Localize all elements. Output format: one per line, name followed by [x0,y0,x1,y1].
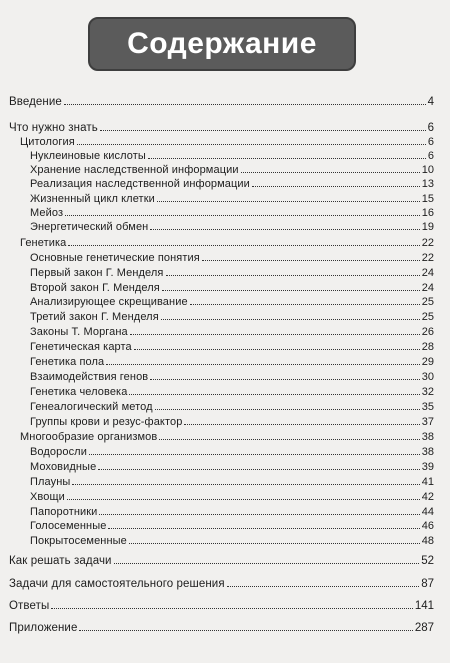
toc-entry-page: 30 [421,371,434,383]
leader-dots [106,355,420,365]
leader-dots [99,505,419,515]
toc-entry[interactable] [30,163,434,176]
toc-entry-label: Жизненный цикл клетки [30,193,155,205]
toc-entry-label: Мейоз [30,207,64,219]
toc-entry[interactable] [9,621,434,634]
toc-entry-label: Многообразие организмов [20,431,158,443]
toc-entry-label: Приложение [9,622,78,634]
leader-dots [184,415,419,425]
toc-entry-page: 28 [421,341,434,353]
leader-dots [148,149,426,159]
toc-entry-label: Анализирующее скрещивание [30,296,188,308]
toc-entry[interactable] [30,385,434,398]
leader-dots [79,621,412,631]
toc-entry[interactable] [20,236,434,249]
toc-entry[interactable] [30,534,434,547]
toc-entry-label: Хранение наследственной информации [30,164,239,176]
leader-dots [51,599,412,609]
toc-entry[interactable] [30,206,434,219]
toc-entry-page: 10 [421,164,434,176]
toc-entry-label: Покрытосеменные [30,535,127,547]
toc-entry-page: 38 [421,446,434,458]
toc-entry[interactable] [30,460,434,473]
leader-dots [67,490,420,500]
toc-entry-label: Законы Т. Моргана [30,326,128,338]
toc-entry[interactable] [30,340,434,353]
leader-dots [65,206,420,216]
toc-entry[interactable] [30,266,434,279]
toc-entry-page: 287 [414,622,434,634]
leader-dots [134,340,420,350]
toc-entry-label: Что нужно знать [9,122,98,134]
toc-entry-label: Плауны [30,476,71,488]
leader-dots [241,163,420,173]
toc-entry[interactable] [30,370,434,383]
toc-entry-page: 15 [421,193,434,205]
toc-entry[interactable] [30,295,434,308]
toc-entry-page: 6 [427,122,434,134]
toc-entry-page: 87 [421,578,434,590]
toc-entry-label: Как решать задачи [9,555,112,567]
toc-entry-label: Генетика пола [30,356,105,368]
toc-entry-page: 32 [421,386,434,398]
leader-dots [162,281,420,291]
toc-entry[interactable] [30,505,434,518]
leader-dots [98,460,419,470]
toc-entry-label: Реализация наследственной информации [30,178,250,190]
leader-dots [157,192,420,202]
toc-entry[interactable] [30,310,434,323]
toc-entry-label: Ответы [9,600,50,612]
toc-entry-page: 6 [427,150,434,162]
toc-entry-page: 22 [421,237,434,249]
toc-entry[interactable] [9,121,434,134]
leader-dots [64,95,426,105]
toc-entry-label: Задачи для самостоятельного решения [9,578,225,590]
toc-entry-label: Взаимодействия генов [30,371,149,383]
leader-dots [130,325,420,335]
leader-dots [68,236,419,246]
toc-entry[interactable] [30,519,434,532]
toc-entry-label: Второй закон Г. Менделя [30,282,160,294]
leader-dots [150,220,419,230]
toc-entry[interactable] [30,490,434,503]
toc-entry-label: Моховидные [30,461,97,473]
toc-entry-label: Основные генетические понятия [30,252,200,264]
toc-entry-label: Третий закон Г. Менделя [30,311,159,323]
toc-entry-page: 6 [427,136,434,148]
toc-entry-page: 26 [421,326,434,338]
leader-dots [72,475,419,485]
toc-entry-label: Группы крови и резус-фактор [30,416,183,428]
toc-entry[interactable] [9,599,434,612]
toc-entry[interactable] [30,149,434,162]
toc-entry[interactable] [9,95,434,108]
toc-entry-page: 44 [421,506,434,518]
toc-entry[interactable] [30,415,434,428]
toc-entry-page: 42 [421,491,434,503]
toc-entry-page: 35 [421,401,434,413]
toc-entry[interactable] [30,281,434,294]
toc-entry-page: 41 [421,476,434,488]
leader-dots [129,385,419,395]
toc-entry[interactable] [30,177,434,190]
toc-entry-page: 52 [421,555,434,567]
toc-entry[interactable] [9,554,434,567]
toc-entry[interactable] [20,430,434,443]
toc-entry-label: Цитология [20,136,75,148]
toc-entry-page: 24 [421,282,434,294]
leader-dots [161,310,420,320]
toc-entry-page: 46 [421,520,434,532]
toc-entry[interactable] [20,135,434,148]
leader-dots [108,519,419,529]
toc-entry-page: 24 [421,267,434,279]
toc-entry-page: 37 [421,416,434,428]
toc-entry[interactable] [30,355,434,368]
toc-entry-page: 48 [421,535,434,547]
leader-dots [150,370,420,380]
toc-entry[interactable] [30,251,434,264]
toc-entry-page: 25 [421,296,434,308]
toc-entry-label: Первый закон Г. Менделя [30,267,164,279]
toc-entry-label: Генетика [20,237,67,249]
leader-dots [100,121,426,131]
page-title: Содержание [127,27,317,60]
toc-entry-page: 22 [421,252,434,264]
toc-entry-label: Генеалогический метод [30,401,153,413]
toc-entry-label: Голосеменные [30,520,107,532]
toc-entry-label: Энергетический обмен [30,221,149,233]
toc-entry[interactable] [30,220,434,233]
leader-dots [227,577,420,587]
toc-entry-page: 25 [421,311,434,323]
toc-entry-page: 4 [427,96,434,108]
toc-entry-page: 39 [421,461,434,473]
toc-entry[interactable] [30,192,434,205]
leader-dots [190,295,420,305]
leader-dots [159,430,419,440]
leader-dots [155,400,420,410]
leader-dots [252,177,420,187]
toc-entry[interactable] [30,325,434,338]
toc-entry-page: 19 [421,221,434,233]
toc-entry[interactable] [30,475,434,488]
toc-entry[interactable] [30,445,434,458]
toc-entry-label: Хвощи [30,491,65,503]
toc-entry-page: 141 [414,600,434,612]
toc-entry-page: 13 [421,178,434,190]
leader-dots [89,445,420,455]
leader-dots [166,266,420,276]
toc-entry-label: Генетическая карта [30,341,132,353]
toc-entry[interactable] [30,400,434,413]
toc-entry-label: Водоросли [30,446,87,458]
leader-dots [77,135,426,145]
toc-entry-label: Папоротники [30,506,98,518]
toc-entry-page: 16 [421,207,434,219]
toc-entry[interactable] [9,577,434,590]
toc-entry-page: 38 [421,431,434,443]
leader-dots [129,534,420,544]
toc-entry-label: Нуклеиновые кислоты [30,150,146,162]
leader-dots [202,251,420,261]
toc-entry-label: Введение [9,96,62,108]
leader-dots [114,554,420,564]
toc-entry-label: Генетика человека [30,386,128,398]
toc-entry-page: 29 [421,356,434,368]
